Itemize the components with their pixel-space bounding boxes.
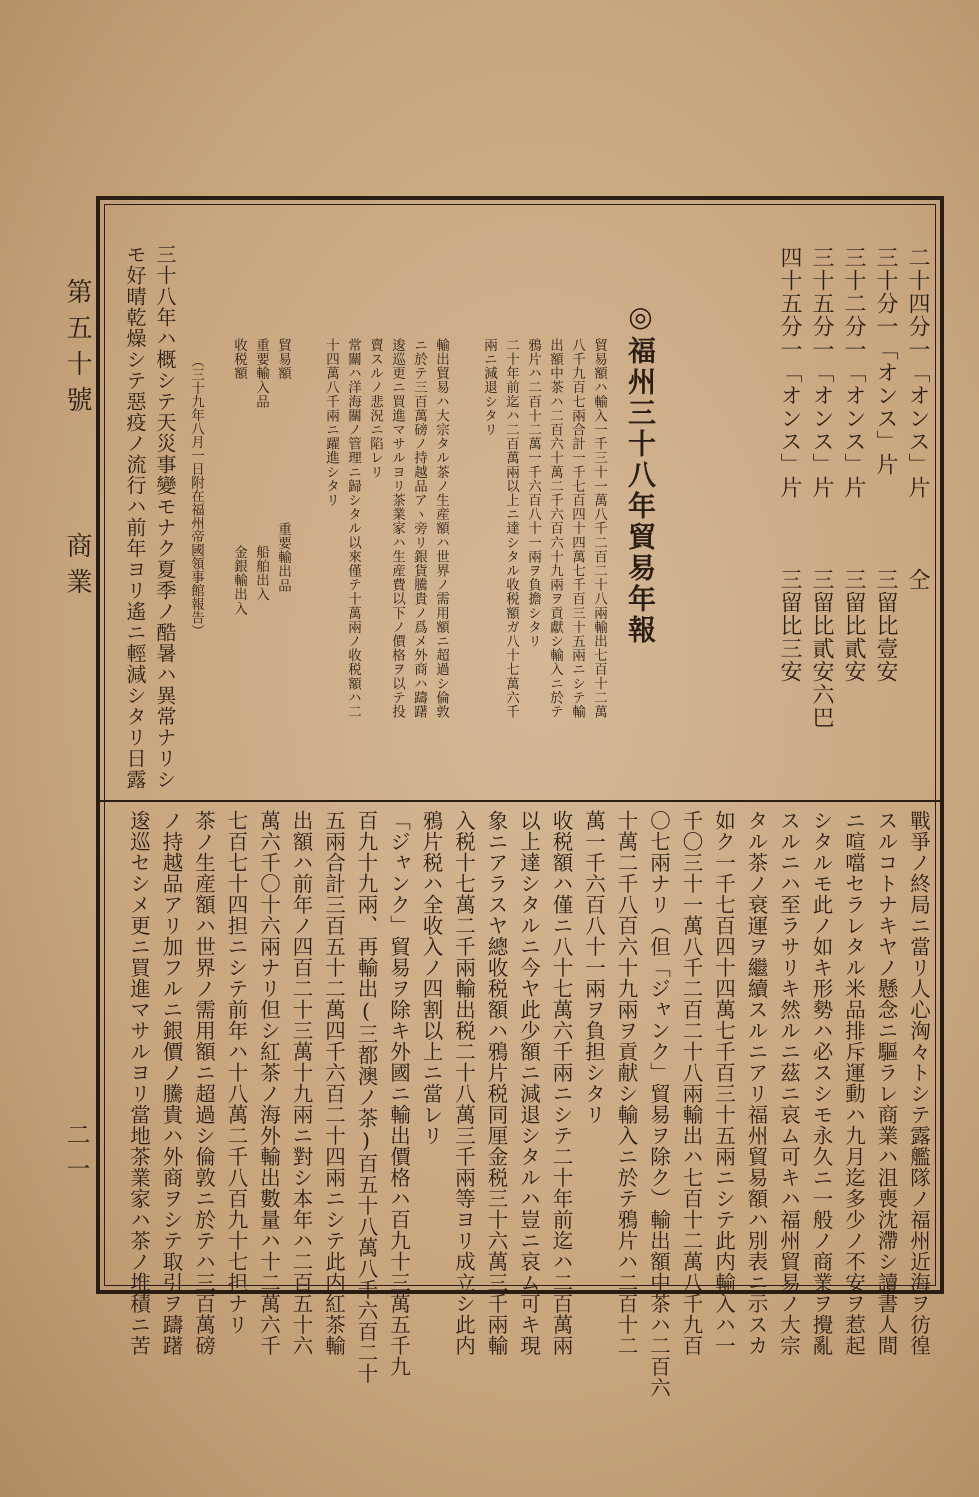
report-item: 重要輸入品 [253,338,269,409]
report-line: 鴉片ハ二百十二萬一千六百八十一兩ヲ負擔シタリ [525,338,541,649]
report-item: 貿易額 [275,338,291,381]
body-column: 收税額ハ僅ニ八十七萬六千兩ニシテ二十年前迄ハ二百萬兩 [549,810,573,1356]
summary-line: モ好晴乾燥シテ惡疫ノ流行ハ前年ヨリ遙ニ輕減シタリ日露 [123,244,147,790]
report-line: 十四萬八千兩ニ躍進シタリ [323,338,339,508]
body-column: 如ク一千七百四十四萬七千百三十五兩ニシテ此内輸入ハ一 [711,810,736,1356]
body-column: 百九十九兩、再輸出(三都澳ノ茶)百五十八萬八千六百二十 [354,810,378,1384]
body-column: 七百七十四担ニシテ前年ハ十八萬二千八百九十七担ナリ [224,810,248,1335]
body-column: ニ喧噹セラレタル米品排斥運動ハ九月迄多少ノ不安ヲ惹起 [841,810,866,1356]
report-item: 收税額 [231,338,247,381]
report-line: 常關ハ洋海關ノ管理ニ歸シタル以來僅テ十萬兩ノ收税額ハ二 [345,338,361,719]
report-line: 兩ニ減退シタリ [481,338,497,437]
report-item: 金銀輸出入 [231,545,247,616]
body-column: ノ持越品アリ加フルニ銀價ノ騰貴ハ外商ヲシテ取引ヲ躊躇 [159,810,183,1356]
report-line: 逡巡更ニ買進マサルヨリ茶業家ハ生産費以下ノ價格ヲ以テ投 [389,338,405,719]
body-column: 以上達シタルニ今ヤ此少額ニ減退シタルハ豈ニ哀ム可キ現 [516,810,541,1356]
body-column: 十萬二千八百六十九兩ヲ貢献シ輸入ニ於テ鴉片ハ二百十二 [614,810,638,1356]
table-equiv-3: 三留比貳安 [841,568,866,683]
section-divider [100,800,940,802]
body-column: 戰爭ノ終局ニ當リ人心洶々トシテ露艦隊ノ福州近海ヲ彷徨 [906,810,931,1356]
body-column: スルニハ至ラサリキ然ルニ茲ニ哀ム可キハ福州貿易ノ大宗 [776,810,801,1356]
body-column: 〇七兩ナリ（但「ジャンク」貿易ヲ除ク）輸出額中茶ハ二百六 [646,810,671,1398]
source-note: （三十九年八月一日附在福州帝國領事館報告） [188,354,204,638]
summary-line: 三十八年ハ概シテ天災事變モナク夏季ノ酷暑ハ異常ナリシ [153,244,177,790]
page-number: 二一 [62,1122,90,1190]
table-weight-2: 三十分一「オンス」片 [873,246,898,476]
body-column: 千〇三十一萬八千二百二十八兩輸出ハ七百十二萬八千九百 [679,810,703,1356]
body-column: 茶ノ生産額ハ世界ノ需用額ニ超過シ倫敦ニ於テハ三百萬磅 [191,810,216,1356]
table-equiv-2: 三留比壹安 [873,568,898,683]
report-line: 二十年前迄ハ二百萬兩以上ニ達シタル收税額ガ八十七萬六千 [503,338,519,719]
body-column: 象ニアラスヤ總收税額ハ鴉片税同厘金税三十六萬三千兩輸 [484,810,508,1356]
section-title: 商業 [62,532,92,604]
table-weight-1: 二十四分一「オンス」片 [905,246,930,499]
report-title: ◎福州三十八年貿易年報 [624,300,657,646]
table-weight-3: 三十二分一「オンス」片 [841,246,866,499]
table-equiv-1: 仝 [905,568,930,591]
body-column: 出額ハ前年ノ四百二十三萬十九兩ニ對シ本年ハ二百五十六 [289,810,313,1356]
body-column: 「ジャンク」貿易ヲ除キ外國ニ輸出價格ハ百九十三萬五千九 [386,810,411,1377]
body-column: 萬六千〇十六兩ナリ但シ紅茶ノ海外輸出數量ハ十二萬六千 [256,810,281,1356]
body-column: 入税十七萬二千兩輸出税二十八萬三千兩等ヨリ成立シ此内 [451,810,476,1356]
report-line: 八千九百七兩合計一千七百四十四萬七千百三十五兩ニシテ輸 [569,338,585,719]
body-column: 鴉片税ハ全收入ノ四割以上ニ當レリ [419,810,443,1146]
body-column: タル茶ノ衰運ヲ繼續スルニアリ福州貿易額ハ別表ニ示スカ [744,810,768,1356]
table-equiv-4: 三留比貳安六巴 [809,568,834,729]
body-column: 逡巡セシメ更ニ買進マサルヨリ當地茶業家ハ茶ノ堆積ニ苦 [126,810,151,1356]
body-column: シタルモ此ノ如キ形勢ハ必スシモ永久ニ一般ノ商業ヲ攪亂 [809,810,833,1356]
table-weight-4: 三十五分一「オンス」片 [809,246,834,499]
report-line: 輸出貿易ハ大宗タル茶ノ生産額ハ世界ノ需用額ニ超過シ倫敦 [433,338,449,719]
report-line: 貿易額ハ輸入一千三十一萬八千二百二十八兩輸出七百十二萬 [591,338,607,719]
report-item: 船舶出入 [253,545,269,602]
report-line: 賣スルノ悲況ニ陷レリ [367,338,383,479]
table-weight-5: 四十五分一「オンス」片 [777,246,802,499]
body-column: 五兩合計三百五十二萬四千六百二十四兩ニシテ此内紅茶輸 [321,810,346,1356]
body-column: スルコトナキヤノ懸念ニ驅ラレ商業ハ沮喪沈滯シ讀書人間 [874,810,898,1356]
report-item: 重要輸出品 [275,522,291,593]
issue-number: 第五十號 [62,278,92,422]
report-line: 出額中茶ハ二百六十萬二千六百六十九兩ヲ貢獻シ輸入ニ於テ [547,338,563,719]
table-equiv-5: 三留比三安 [777,568,802,683]
report-line: ニ於テ三百萬磅ノ持越品アヽ旁リ銀貨騰貴ノ爲メ外商ハ躊躇 [411,338,427,719]
body-column: 萬一千六百八十一兩ヲ負担シタリ [581,810,606,1125]
